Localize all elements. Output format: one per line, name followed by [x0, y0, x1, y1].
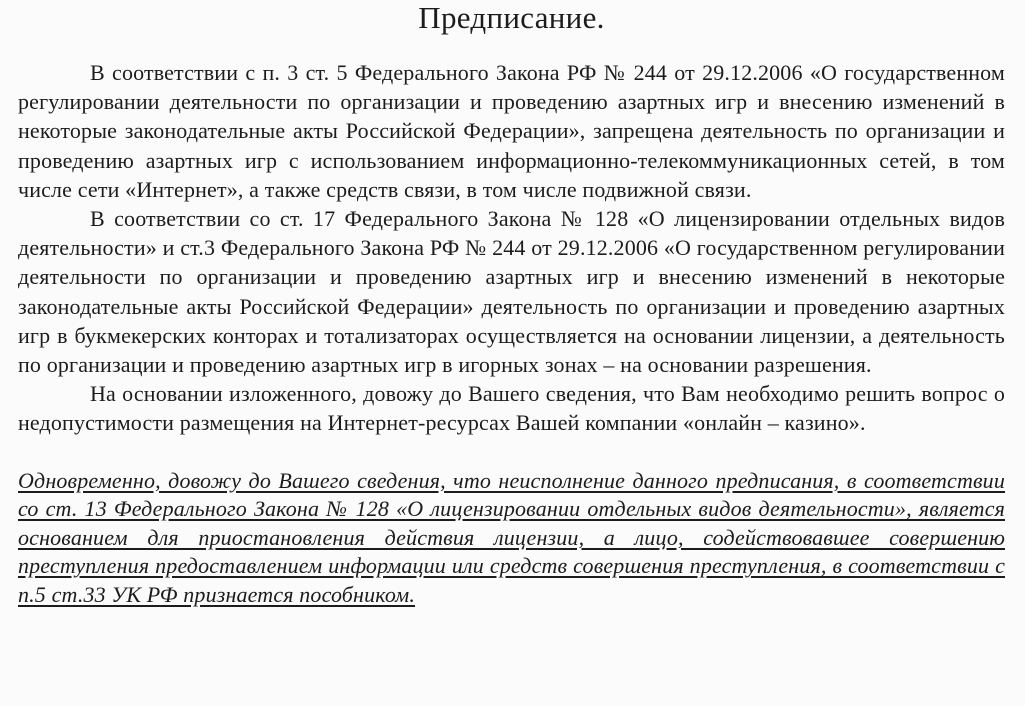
paragraph-legal-basis: В соответствии с п. 3 ст. 5 Федерального Закона РФ № 244 от 29.12.2006 «О государственном регулировании деятельности по организации и проведению азартных игр и внесению изменений в некоторые законодательные акты Российской Федерации», запрещена деятельность по организации и проведению азартных игр с использованием информационно-телекоммуникационных сетей, в том числе сети «Интернет», а также средств связи, в том числе подвижной связи.: [18, 60, 1005, 202]
document-body: [18, 58, 1005, 610]
document-title: Предписание.: [418, 0, 605, 35]
paragraph-requirement: На основании изложенного, довожу до Вашего сведения, что Вам необходимо решить вопрос о недопустимости размещения на Интернет-ресурсах Вашей компании «онлайн – казино».: [18, 381, 1005, 436]
paragraph-licensing: В соответствии со ст. 17 Федерального Закона № 128 «О лицензировании отдельных видов деятельности» и ст.3 Федерального Закона РФ № 244 от 29.12.2006 «О государственном регулировании деятельности по организации и проведению азартных игр и внесению изменений в некоторые законодательные акты Российской Федерации» деятельность по организации и проведению азартных игр в букмекерских конторах и тотализаторах осуществляется на основании лицензии, а деятельность по организации и проведению азартных игр в игорных зонах – на основании разрешения.: [18, 206, 1005, 378]
paragraph-warning-notice: Одновременно, довожу до Вашего сведения, что неисполнение данного предписания, в соответствии со ст. 13 Федерального Закона № 128 «О лицензировании отдельных видов деятельности», является основанием для приостановления действия лицензии, а лицо, содействовавшее совершению преступления предоставлением информации или средств совершения преступления, в соответствии с п.5 ст.33 УК РФ признается пособником.: [18, 467, 1005, 608]
